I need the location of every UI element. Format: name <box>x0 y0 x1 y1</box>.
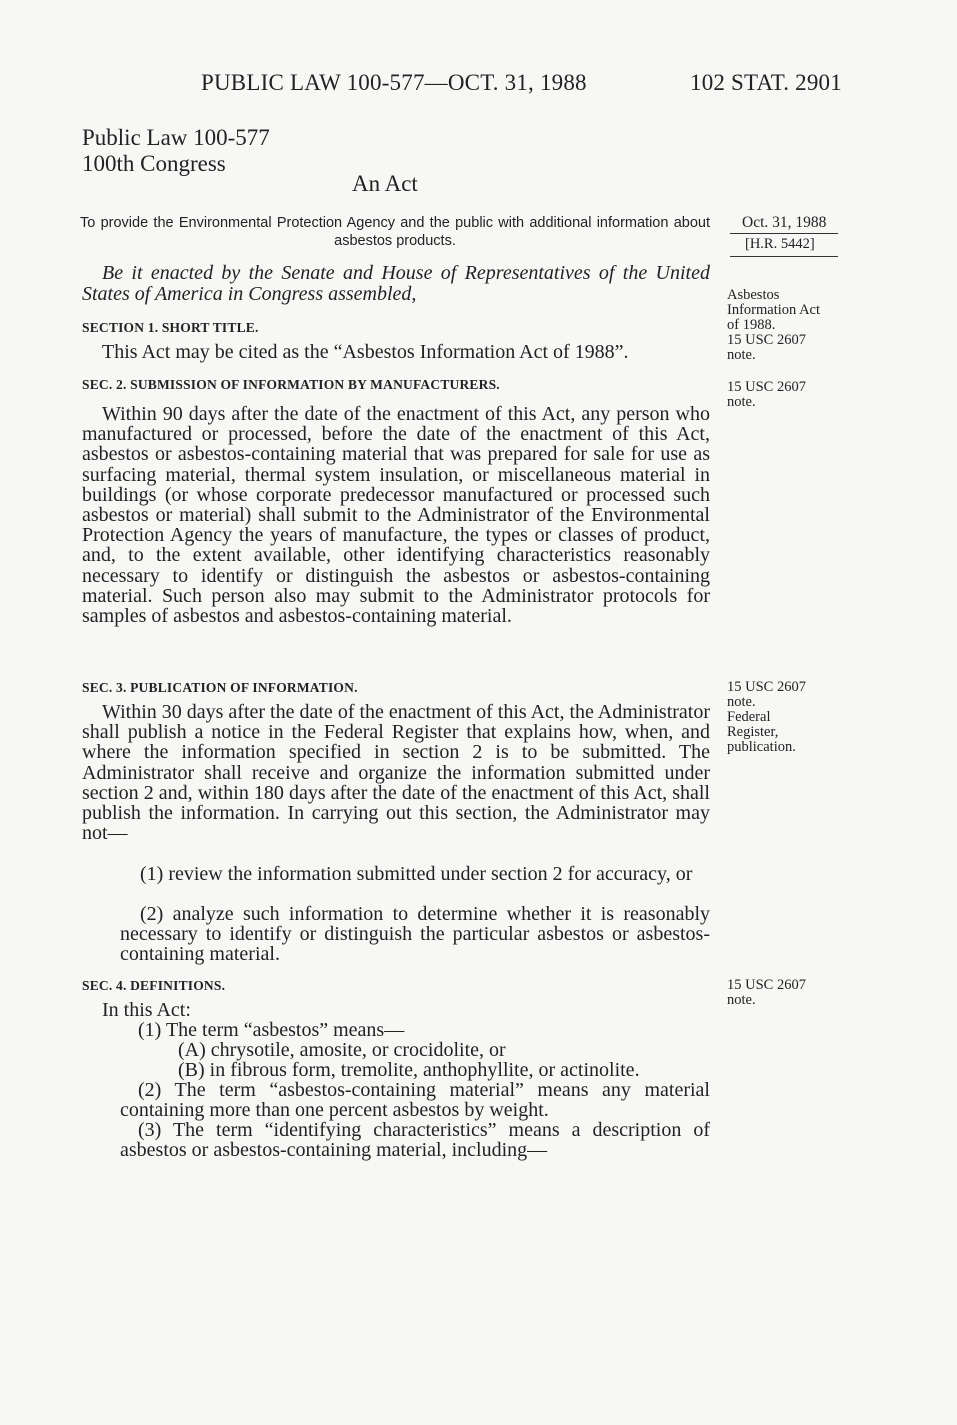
definition-3: (3) The term “identifying characteristics” means a description of asbestos or asbestos-containing material, including— <box>120 1119 710 1162</box>
margin-line: 15 USC 2607 <box>727 379 806 395</box>
section-1-text: This Act may be cited as the “Asbestos Information Act of 1988”. <box>102 341 629 363</box>
section-3-item-1: (1) review the information submitted under section 2 for accuracy, or <box>140 863 693 885</box>
margin-line: 15 USC 2607 <box>727 679 806 695</box>
act-label: An Act <box>352 171 418 196</box>
section-3-item-2: (2) analyze such information to determine whether it is reasonably necessary to identify or distinguish the particular asbestos or asbestos-containing material. <box>120 903 710 966</box>
running-title: PUBLIC LAW 100-577—OCT. 31, 1988 <box>201 70 587 95</box>
stat-citation: 102 STAT. 2901 <box>690 70 842 95</box>
section-4-heading: SEC. 4. DEFINITIONS. <box>82 978 226 993</box>
section-4-intro: In this Act: <box>102 999 191 1021</box>
margin-line: Asbestos <box>727 287 780 303</box>
margin-note-section-2 <box>727 380 867 410</box>
margin-line: Information Act <box>727 302 821 318</box>
bill-divider <box>730 256 838 257</box>
definition-1: (1) The term “asbestos” means— <box>138 1019 405 1041</box>
margin-line: note. <box>727 347 756 363</box>
margin-line: publication. <box>727 739 796 755</box>
section-2-text: Within 90 days after the date of the enactment of this Act, any person who manufactured or processed, before the date of the enactment of this Act, asbestos or asbestos-containing material that was prepared for sale for use as surfacing material, thermal system insulation, or miscellaneous material in buildings (or whose corporate predecessor manufactured or processed such asbestos or material) shall submit to the Administrator of the Environmental Protection Agency the years of manufacture, the types or classes of product, and, to the extent available, other identifying characteristics reasonably necessary to identify or distinguish the asbestos or asbestos-containing material. Such person also may submit to the Administrator protocols for samples of asbestos and asbestos-containing material. <box>82 403 710 628</box>
law-identification <box>82 125 270 177</box>
congress-number: 100th Congress <box>82 151 226 176</box>
section-1-heading: SECTION 1. SHORT TITLE. <box>82 320 259 335</box>
law-number: Public Law 100-577 <box>82 125 270 150</box>
definition-1-a: (A) chrysotile, amosite, or crocidolite, or <box>178 1039 506 1061</box>
margin-line: 15 USC 2607 <box>727 332 806 348</box>
definition-2: (2) The term “asbestos-containing material” means any material containing more than one percent asbestos by weight. <box>120 1079 710 1122</box>
section-2-heading: SEC. 2. SUBMISSION OF INFORMATION BY MANUFACTURERS. <box>82 377 500 392</box>
long-title: To provide the Environmental Protection Agency and the public with additional information about asbestos products. <box>80 215 710 249</box>
enacting-clause: Be it enacted by the Senate and House of Representatives of the United States of America in Congress assembled, <box>82 262 710 305</box>
margin-line: Register, <box>727 724 779 740</box>
margin-line: 15 USC 2607 <box>727 977 806 993</box>
definition-1-b: (B) in fibrous form, tremolite, anthophyllite, or actinolite. <box>178 1059 640 1081</box>
margin-note-short-title <box>727 288 867 363</box>
margin-line: Federal <box>727 709 771 725</box>
margin-line: note. <box>727 992 756 1008</box>
margin-line: note. <box>727 694 756 710</box>
margin-line: of 1988. <box>727 317 776 333</box>
date-divider <box>730 233 838 234</box>
bill-number: [H.R. 5442] <box>745 236 815 252</box>
margin-note-section-3 <box>727 680 867 755</box>
enactment-date: Oct. 31, 1988 <box>742 214 827 231</box>
section-3-heading: SEC. 3. PUBLICATION OF INFORMATION. <box>82 680 358 695</box>
margin-line: note. <box>727 394 756 410</box>
margin-note-section-4 <box>727 978 867 1008</box>
section-3-text: Within 30 days after the date of the enactment of this Act, the Administrator shall publish a notice in the Federal Register that explains how, when, and where the information specified in section 2 is to be submitted. The Administrator shall receive and organize the information submitted under section 2 and, within 180 days after the date of the enactment of this Act, shall publish the information. In carrying out this section, the Administrator may not— <box>82 701 710 845</box>
